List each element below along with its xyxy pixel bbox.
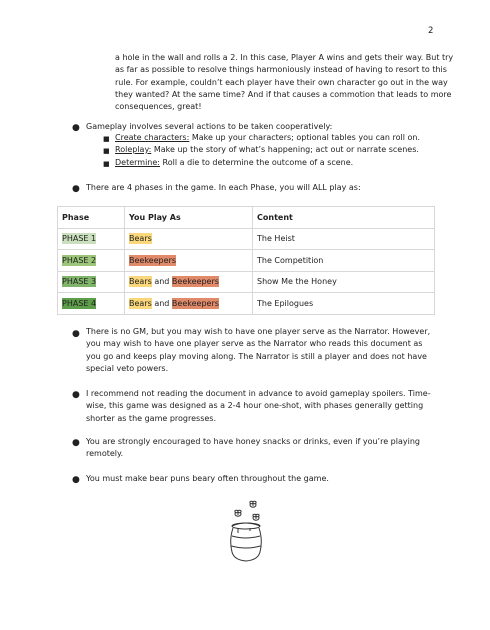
play-as-cell [125, 228, 253, 250]
bee-icon [235, 510, 241, 516]
column-header-phase: Phase [58, 207, 125, 229]
column-header-content: Content [253, 207, 435, 229]
beekeepers-highlight: Beekeepers [171, 298, 219, 308]
bullet-marker: ● [72, 390, 80, 400]
sub-bullet-marker: ■ [103, 160, 110, 168]
bullet-marker: ● [72, 438, 80, 448]
play-as-cell [125, 271, 253, 293]
narrator-paragraph: There is no GM, but you may wish to have one player serve as the Narrator. However, you may wish to have one player serve as the Narrator who reads this document as you go and keeps play moving along. The Narrator is still a player and does not have special veto powers. [86, 327, 431, 373]
phases-table [57, 206, 435, 315]
phase-label: PHASE 1 [62, 234, 97, 244]
spoilers-paragraph: I recommend not reading the document in advance to avoid gameplay spoilers. Time-wise, this game was designed as a 2-4 hour one-shot, with phases generally getting shorter as the game progresses. [86, 389, 431, 423]
phase-label: PHASE 3 [62, 277, 97, 287]
bee-icon [253, 514, 259, 520]
sub-bullet-marker: ■ [103, 135, 110, 143]
sub-item-roleplay [115, 144, 435, 156]
content-cell: The Heist [253, 228, 435, 250]
sub-item-term: Determine: [115, 158, 160, 167]
and-text: and [151, 277, 172, 287]
play-as-cell [125, 293, 253, 315]
sub-item-determine [115, 157, 435, 169]
bears-highlight: Bears [129, 234, 152, 244]
page-number: 2 [428, 26, 434, 36]
table-row [58, 293, 435, 315]
bears-highlight: Bears [129, 298, 152, 308]
bullet-marker: ● [72, 123, 80, 133]
sub-item-desc: Make up your characters; optional tables you can roll on. [189, 133, 420, 142]
table-header-row [58, 207, 435, 229]
content-cell: Show Me the Honey [253, 271, 435, 293]
phase-cell [58, 228, 125, 250]
and-text: and [151, 298, 172, 308]
sub-item-create-characters [115, 132, 435, 144]
table-row [58, 250, 435, 272]
phase-cell [58, 293, 125, 315]
continuation-paragraph: a hole in the wall and rolls a 2. In this case, Player A wins and gets their way. But try as far as possible to resolve things harmoniously instead of having to resort to this rule. For example, couldn’t each player have their own character go out in the way they wanted? At the same time? And if that causes a commotion that leads to more consequences, great! [115, 53, 454, 112]
bullet-marker: ● [72, 475, 80, 485]
beekeepers-highlight: Beekeepers [171, 277, 219, 287]
table-row [58, 228, 435, 250]
honey-pot-with-bees-icon [226, 498, 266, 572]
phase-label: PHASE 2 [62, 255, 97, 265]
bears-highlight: Bears [129, 277, 152, 287]
sub-item-term: Roleplay: [115, 145, 152, 154]
sub-item-term: Create characters: [115, 133, 190, 142]
sub-bullet-marker: ■ [103, 147, 110, 155]
beekeepers-highlight: Beekeepers [129, 255, 176, 265]
table-row [58, 271, 435, 293]
honey-snacks-paragraph: You are strongly encouraged to have honey snacks or drinks, even if you’re playing remotely. [86, 437, 420, 459]
column-header-play-as: You Play As [125, 207, 253, 229]
gameplay-intro: Gameplay involves several actions to be taken cooperatively: [86, 122, 333, 131]
bee-icon [250, 501, 256, 507]
phase-cell [58, 271, 125, 293]
phase-label: PHASE 4 [62, 298, 97, 308]
play-as-cell [125, 250, 253, 272]
phase-cell [58, 250, 125, 272]
content-cell: The Competition [253, 250, 435, 272]
bullet-marker: ● [72, 329, 80, 339]
bear-puns-paragraph: You must make bear puns beary often throughout the game. [86, 474, 329, 483]
phases-intro: There are 4 phases in the game. In each Phase, you will ALL play as: [86, 183, 361, 192]
bullet-marker: ● [72, 184, 80, 194]
content-cell: The Epilogues [253, 293, 435, 315]
sub-item-desc: Roll a die to determine the outcome of a scene. [160, 158, 354, 167]
sub-item-desc: Make up the story of what’s happening; act out or narrate scenes. [151, 145, 419, 154]
